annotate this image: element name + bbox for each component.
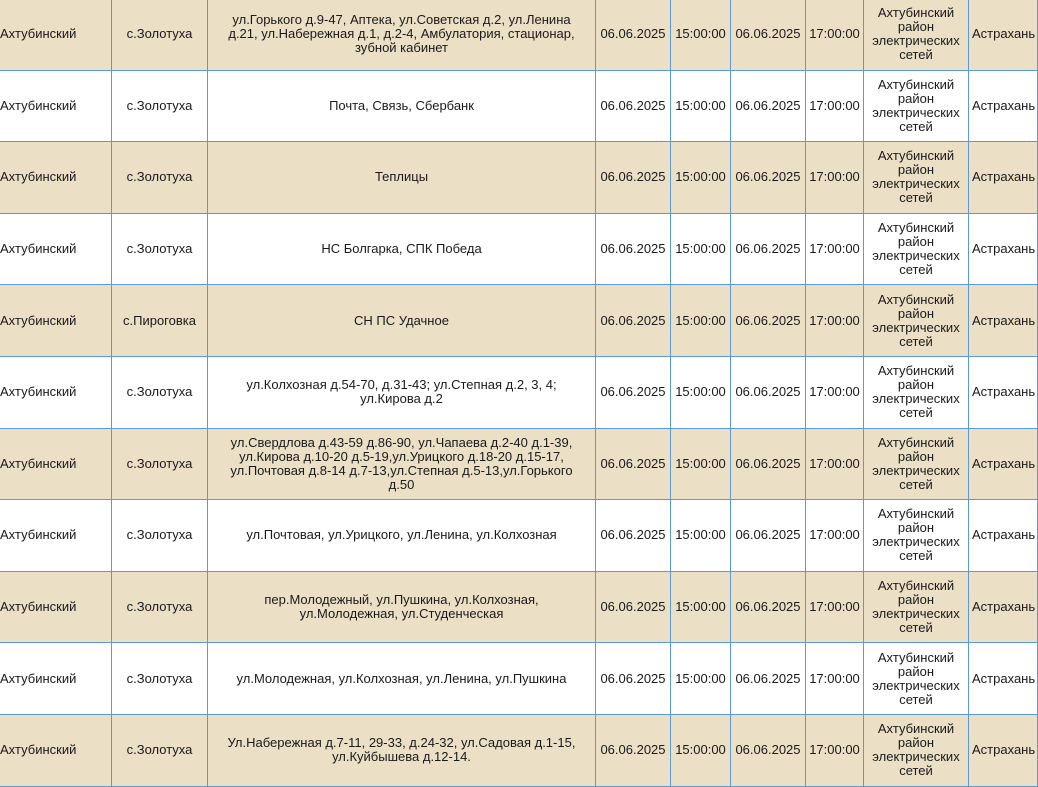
district-cell: Ахтубинский xyxy=(0,285,112,357)
start-date-cell: 06.06.2025 xyxy=(596,500,671,572)
end-time-cell: 17:00:00 xyxy=(806,0,864,70)
table-row xyxy=(0,285,1038,357)
start-date-cell: 06.06.2025 xyxy=(596,142,671,214)
settlement-cell: с.Золотуха xyxy=(112,0,208,70)
end-date-cell: 06.06.2025 xyxy=(731,500,806,572)
start-date-cell: 06.06.2025 xyxy=(596,356,671,428)
address-list-cell: пер.Молодежный, ул.Пушкина, ул.Колхозная, ул.Молодежная, ул.Студенческая xyxy=(208,571,596,643)
settlement-cell: с.Золотуха xyxy=(112,213,208,285)
network-cell: Ахтубинский район электрических сетей xyxy=(864,643,969,715)
branch-cell: Астрахань xyxy=(969,213,1038,285)
end-time-cell: 17:00:00 xyxy=(806,714,864,786)
start-date-cell: 06.06.2025 xyxy=(596,213,671,285)
settlement-cell: с.Пироговка xyxy=(112,285,208,357)
start-date-cell: 06.06.2025 xyxy=(596,285,671,357)
address-list-cell: Ул.Набережная д.7-11, 29-33, д.24-32, ул.Садовая д.1-15, ул.Куйбышева д.12-14. xyxy=(208,714,596,786)
end-date-cell: 06.06.2025 xyxy=(731,142,806,214)
table-row xyxy=(0,571,1038,643)
settlement-cell: с.Золотуха xyxy=(112,70,208,142)
district-cell: Ахтубинский xyxy=(0,0,112,70)
district-cell: Ахтубинский xyxy=(0,213,112,285)
end-date-cell: 06.06.2025 xyxy=(731,70,806,142)
start-time-cell: 15:00:00 xyxy=(671,213,731,285)
branch-cell: Астрахань xyxy=(969,500,1038,572)
network-cell: Ахтубинский район электрических сетей xyxy=(864,428,969,500)
end-date-cell: 06.06.2025 xyxy=(731,714,806,786)
district-cell: Ахтубинский xyxy=(0,714,112,786)
table-row xyxy=(0,428,1038,500)
table-row xyxy=(0,0,1038,70)
address-list-cell: ул.Свердлова д.43-59 д.86-90, ул.Чапаева д.2-40 д.1-39, ул.Кирова д.10-20 д.5-19,ул.Урицкого д.18-20 д.15-17, ул.Почтовая д.8-14 д.7-13,ул.Степная д.5-13,ул.Горького д.50 xyxy=(208,428,596,500)
address-list-cell: ул.Почтовая, ул.Урицкого, ул.Ленина, ул.Колхозная xyxy=(208,500,596,572)
address-list-cell: ул.Горького д.9-47, Аптека, ул.Советская д.2, ул.Ленина д.21, ул.Набережная д.1, д.2-4, Амбулатория, стационар, зубной кабинет xyxy=(208,0,596,70)
start-date-cell: 06.06.2025 xyxy=(596,571,671,643)
end-date-cell: 06.06.2025 xyxy=(731,0,806,70)
branch-cell: Астрахань xyxy=(969,714,1038,786)
settlement-cell: с.Золотуха xyxy=(112,643,208,715)
branch-cell: Астрахань xyxy=(969,643,1038,715)
start-time-cell: 15:00:00 xyxy=(671,0,731,70)
network-cell: Ахтубинский район электрических сетей xyxy=(864,142,969,214)
settlement-cell: с.Золотуха xyxy=(112,356,208,428)
start-time-cell: 15:00:00 xyxy=(671,428,731,500)
start-date-cell: 06.06.2025 xyxy=(596,714,671,786)
network-cell: Ахтубинский район электрических сетей xyxy=(864,571,969,643)
branch-cell: Астрахань xyxy=(969,356,1038,428)
start-time-cell: 15:00:00 xyxy=(671,571,731,643)
start-time-cell: 15:00:00 xyxy=(671,643,731,715)
network-cell: Ахтубинский район электрических сетей xyxy=(864,356,969,428)
district-cell: Ахтубинский xyxy=(0,643,112,715)
end-time-cell: 17:00:00 xyxy=(806,643,864,715)
settlement-cell: с.Золотуха xyxy=(112,714,208,786)
end-time-cell: 17:00:00 xyxy=(806,428,864,500)
table-row xyxy=(0,70,1038,142)
address-list-cell: Теплицы xyxy=(208,142,596,214)
address-list-cell: Почта, Связь, Сбербанк xyxy=(208,70,596,142)
start-date-cell: 06.06.2025 xyxy=(596,0,671,70)
end-time-cell: 17:00:00 xyxy=(806,500,864,572)
network-cell: Ахтубинский район электрических сетей xyxy=(864,714,969,786)
settlement-cell: с.Золотуха xyxy=(112,142,208,214)
settlement-cell: с.Золотуха xyxy=(112,428,208,500)
start-time-cell: 15:00:00 xyxy=(671,285,731,357)
network-cell: Ахтубинский район электрических сетей xyxy=(864,500,969,572)
address-list-cell: ул.Молодежная, ул.Колхозная, ул.Ленина, ул.Пушкина xyxy=(208,643,596,715)
end-time-cell: 17:00:00 xyxy=(806,356,864,428)
start-time-cell: 15:00:00 xyxy=(671,356,731,428)
end-date-cell: 06.06.2025 xyxy=(731,213,806,285)
network-cell: Ахтубинский район электрических сетей xyxy=(864,0,969,70)
table-row xyxy=(0,500,1038,572)
district-cell: Ахтубинский xyxy=(0,356,112,428)
settlement-cell: с.Золотуха xyxy=(112,500,208,572)
branch-cell: Астрахань xyxy=(969,70,1038,142)
start-time-cell: 15:00:00 xyxy=(671,142,731,214)
end-time-cell: 17:00:00 xyxy=(806,70,864,142)
branch-cell: Астрахань xyxy=(969,571,1038,643)
end-time-cell: 17:00:00 xyxy=(806,285,864,357)
branch-cell: Астрахань xyxy=(969,0,1038,70)
district-cell: Ахтубинский xyxy=(0,428,112,500)
network-cell: Ахтубинский район электрических сетей xyxy=(864,213,969,285)
branch-cell: Астрахань xyxy=(969,142,1038,214)
start-time-cell: 15:00:00 xyxy=(671,714,731,786)
start-time-cell: 15:00:00 xyxy=(671,500,731,572)
end-time-cell: 17:00:00 xyxy=(806,142,864,214)
network-cell: Ахтубинский район электрических сетей xyxy=(864,285,969,357)
table-row xyxy=(0,643,1038,715)
end-time-cell: 17:00:00 xyxy=(806,213,864,285)
network-cell: Ахтубинский район электрических сетей xyxy=(864,70,969,142)
start-time-cell: 15:00:00 xyxy=(671,70,731,142)
district-cell: Ахтубинский xyxy=(0,500,112,572)
start-date-cell: 06.06.2025 xyxy=(596,643,671,715)
table-row xyxy=(0,213,1038,285)
address-list-cell: НС Болгарка, СПК Победа xyxy=(208,213,596,285)
table-row xyxy=(0,142,1038,214)
end-date-cell: 06.06.2025 xyxy=(731,356,806,428)
district-cell: Ахтубинский xyxy=(0,70,112,142)
branch-cell: Астрахань xyxy=(969,428,1038,500)
end-date-cell: 06.06.2025 xyxy=(731,428,806,500)
district-cell: Ахтубинский xyxy=(0,142,112,214)
table-row xyxy=(0,714,1038,786)
branch-cell: Астрахань xyxy=(969,285,1038,357)
end-date-cell: 06.06.2025 xyxy=(731,571,806,643)
start-date-cell: 06.06.2025 xyxy=(596,428,671,500)
start-date-cell: 06.06.2025 xyxy=(596,70,671,142)
end-date-cell: 06.06.2025 xyxy=(731,643,806,715)
end-date-cell: 06.06.2025 xyxy=(731,285,806,357)
address-list-cell: ул.Колхозная д.54-70, д.31-43; ул.Степная д.2, 3, 4; ул.Кирова д.2 xyxy=(208,356,596,428)
address-list-cell: СН ПС Удачное xyxy=(208,285,596,357)
district-cell: Ахтубинский xyxy=(0,571,112,643)
table-row xyxy=(0,356,1038,428)
settlement-cell: с.Золотуха xyxy=(112,571,208,643)
end-time-cell: 17:00:00 xyxy=(806,571,864,643)
